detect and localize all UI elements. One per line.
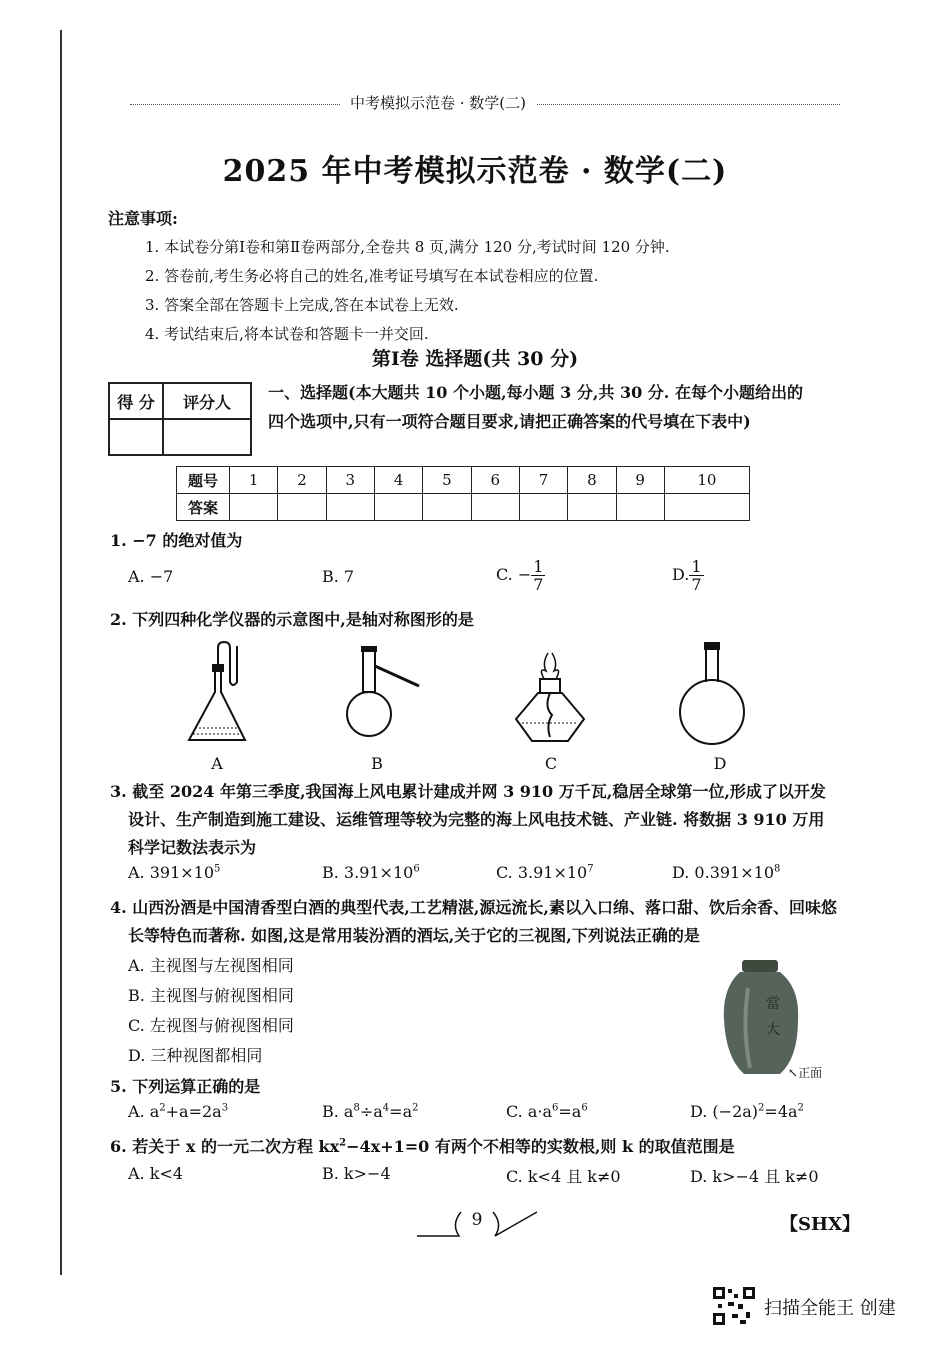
page-number: 9: [471, 1210, 483, 1230]
answer-cell[interactable]: [471, 494, 519, 521]
exponent: 4: [382, 1102, 390, 1114]
question-3-stem: 3. 截至 2024 年第三季度,我国海上风电累计建成并网 3 910 万千瓦,稳居全球第一位,形成了以开发设计、生产制造到施工建设、运维管理等较为完整的海上风电技术链、产业链. 将数据 3 910 万用科学记数法表示为: [110, 782, 826, 857]
figure-label: C: [544, 754, 558, 773]
q4-option-c: C. 左视图与俯视图相同: [128, 1016, 294, 1035]
answer-cell[interactable]: [568, 494, 616, 521]
q5-option-b: [322, 1102, 419, 1121]
term: +a=2a: [165, 1102, 222, 1121]
q3-option-b: [322, 863, 420, 882]
answer-cell[interactable]: [423, 494, 471, 521]
q6-option-c: C. k<4 且 k≠0: [506, 1167, 621, 1186]
q1-option-c-prefix: C. −: [496, 565, 532, 584]
term: ÷a: [359, 1102, 383, 1121]
answer-table-header: 题号: [177, 467, 230, 494]
question-number: 2: [278, 467, 326, 494]
term: B. a: [322, 1102, 354, 1121]
term: =a: [558, 1102, 582, 1121]
term: =a: [389, 1102, 413, 1121]
q4-option-d: D. 三种视图都相同: [128, 1046, 263, 1065]
exponent: 2: [159, 1102, 166, 1114]
fraction: [531, 558, 545, 593]
answer-cell[interactable]: [326, 494, 374, 521]
exponent: 2: [758, 1102, 765, 1114]
figure-label: A: [211, 754, 223, 773]
question-5-stem: 5. 下列运算正确的是: [110, 1077, 261, 1096]
note-item: 4. 考试结束后,将本试卷和答题卡一并交回.: [145, 325, 429, 343]
fraction-denominator: 7: [691, 575, 702, 594]
erlenmeyer-flask-icon: [185, 640, 275, 750]
figure-label: B: [371, 754, 383, 773]
q3-option-d-base: D. 0.391×10: [672, 863, 774, 882]
exponent: 6: [413, 863, 420, 875]
q6-option-b: B. k>−4: [322, 1164, 391, 1183]
question-number: 1: [230, 467, 278, 494]
question-number: 10: [664, 467, 749, 494]
exponent: 2: [797, 1102, 804, 1114]
q4-option-b: B. 主视图与俯视图相同: [128, 986, 294, 1005]
answer-cell[interactable]: [278, 494, 326, 521]
answer-cell[interactable]: [664, 494, 749, 521]
round-bottom-flask-icon: [678, 640, 758, 752]
question-6-stem: [110, 1134, 735, 1157]
q4-option-a: A. 主视图与左视图相同: [128, 956, 294, 975]
exponent: 2: [412, 1102, 419, 1114]
term: =4a: [764, 1102, 798, 1121]
question-1-stem: 1. −7 的绝对值为: [110, 531, 243, 550]
scanner-watermark: 扫描全能王 创建: [764, 1298, 896, 1319]
binding-margin-line: [60, 30, 62, 1275]
q6-option-d: D. k>−4 且 k≠0: [690, 1167, 819, 1186]
answer-cell[interactable]: [519, 494, 567, 521]
page-title: 2025 年中考模拟示范卷 · 数学(二): [222, 154, 728, 189]
answer-cell[interactable]: [616, 494, 664, 521]
question-number: 5: [423, 467, 471, 494]
exponent: 6: [552, 1102, 559, 1114]
fraction-numerator: 1: [691, 557, 702, 576]
q1-option-b: B. 7: [322, 567, 355, 586]
arrow-icon: ↖: [788, 1066, 799, 1080]
q6-stem-part: 6. 若关于 x 的一元二次方程 kx: [110, 1137, 340, 1156]
score-cell[interactable]: [109, 419, 163, 455]
question-number: 9: [616, 467, 664, 494]
q6-option-a: A. k<4: [128, 1164, 184, 1183]
jar-front-text: 正面: [798, 1066, 823, 1080]
exponent: 8: [353, 1102, 360, 1114]
answer-cell[interactable]: [374, 494, 422, 521]
q5-option-d: [690, 1102, 804, 1121]
q6-stem-part: −4x+1=0 有两个不相等的实数根,则 k 的取值范围是: [346, 1137, 735, 1156]
q1-option-c: [496, 558, 545, 593]
edition-code: 【SHX】: [780, 1214, 860, 1235]
fraction-denominator: 7: [533, 575, 544, 594]
section-title: 第Ⅰ卷 选择题(共 30 分): [371, 348, 579, 370]
answer-table: [176, 466, 750, 521]
term: A. a: [128, 1102, 160, 1121]
grader-label: 评分人: [163, 383, 251, 419]
q3-option-b-base: B. 3.91×10: [322, 863, 414, 882]
note-item: 3. 答案全部在答题卡上完成,答在本试卷上无效.: [145, 296, 459, 314]
wine-jar-photo: [718, 958, 808, 1078]
note-item: 1. 本试卷分第Ⅰ卷和第Ⅱ卷两部分,全卷共 8 页,满分 120 分,考试时间 120 分钟.: [145, 238, 670, 256]
q3-option-a: [128, 863, 220, 882]
alcohol-lamp-icon: [510, 645, 590, 745]
running-header: 中考模拟示范卷 · 数学(二): [340, 92, 536, 113]
grader-cell[interactable]: [163, 419, 251, 455]
score-label: 得 分: [109, 383, 163, 419]
term: C. a·a: [506, 1102, 553, 1121]
distillation-flask-icon: [345, 642, 425, 750]
q1-option-d: [672, 558, 704, 593]
note-item: 2. 答卷前,考生务必将自己的姓名,准考证号填写在本试卷相应的位置.: [145, 267, 599, 285]
qr-code-icon: [712, 1286, 756, 1326]
question-2-stem: 2. 下列四种化学仪器的示意图中,是轴对称图形的是: [110, 610, 474, 629]
q3-option-d: [672, 863, 780, 882]
section-instructions: 一、选择题(本大题共 10 个小题,每小题 3 分,共 30 分. 在每个小题给出的四个选项中,只有一项符合题目要求,请把正确答案的代号填在下表中): [268, 383, 803, 431]
exponent: 5: [214, 863, 221, 875]
exponent: 3: [221, 1102, 229, 1114]
q1-option-d-prefix: D.: [672, 565, 690, 584]
svg-text:大: 大: [766, 1022, 780, 1038]
fraction: [689, 558, 703, 593]
question-number: 7: [519, 467, 567, 494]
question-number: 6: [471, 467, 519, 494]
answer-cell[interactable]: [230, 494, 278, 521]
exponent: 7: [587, 863, 594, 875]
question-4-stem: 4. 山西汾酒是中国清香型白酒的典型代表,工艺精湛,源远流长,素以入口绵、落口甜、饮后余香、回味悠长等特色而著称. 如图,这是常用装汾酒的酒坛,关于它的三视图,下列说法正确的是: [110, 898, 837, 945]
q3-option-a-base: A. 391×10: [128, 863, 215, 882]
q1-option-a: A. −7: [128, 567, 174, 586]
exponent: 6: [581, 1102, 588, 1114]
fraction-numerator: 1: [533, 557, 544, 576]
exponent: 8: [774, 863, 781, 875]
answer-row-label: 答案: [177, 494, 230, 521]
score-box: [108, 382, 252, 456]
term: D. (−2a): [690, 1102, 759, 1121]
q5-option-a: [128, 1102, 228, 1121]
question-number: 3: [326, 467, 374, 494]
q3-option-c-base: C. 3.91×10: [496, 863, 588, 882]
figure-label: D: [713, 754, 727, 773]
exponent: 2: [339, 1137, 347, 1149]
notes-heading: 注意事项:: [108, 209, 178, 228]
question-number: 8: [568, 467, 616, 494]
jar-front-label: [788, 1064, 822, 1081]
question-number: 4: [374, 467, 422, 494]
svg-text:當: 當: [766, 996, 780, 1012]
q5-option-c: [506, 1102, 588, 1121]
q3-option-c: [496, 863, 594, 882]
